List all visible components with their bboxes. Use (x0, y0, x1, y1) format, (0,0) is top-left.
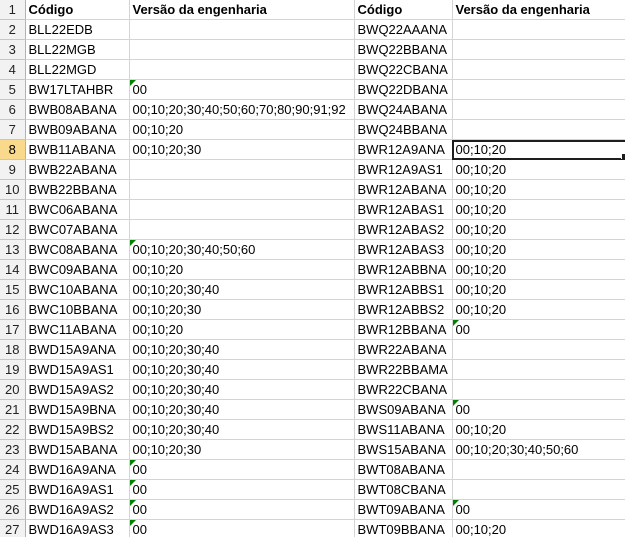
cell-codigo-c[interactable] (354, 420, 452, 440)
cell-versao-d[interactable] (452, 240, 625, 260)
cell-text: BWB22BBANA (28, 182, 117, 197)
row-header[interactable]: 23 (0, 440, 25, 460)
cell-codigo-c[interactable] (354, 400, 452, 420)
error-indicator-icon (453, 500, 459, 506)
cell-text: BWS15ABANA (357, 442, 446, 457)
row-header[interactable]: 16 (0, 300, 25, 320)
cell-text: 00;10;20;30 (132, 142, 202, 157)
row-header[interactable]: 20 (0, 380, 25, 400)
cell-text: BWB09ABANA (28, 122, 117, 137)
cell-text: BWS09ABANA (357, 402, 446, 417)
cell-text: BWT09BBANA (357, 522, 445, 537)
cell-versao-d[interactable] (452, 160, 625, 180)
cell-codigo-a[interactable] (25, 360, 129, 380)
cell-versao-b[interactable] (129, 380, 354, 400)
cell-versao-d[interactable] (452, 360, 625, 380)
cell-text: BWD16A9AS2 (28, 502, 114, 517)
cell-versao-b[interactable] (129, 260, 354, 280)
cell-text: 00;10;20;30;40;50;60;70;80;90;91;92 (132, 102, 346, 117)
cell-text: BWD15A9AS1 (28, 362, 114, 377)
cell-text: BWB22ABANA (28, 162, 117, 177)
header-cell-codigo-c[interactable]: Código (354, 0, 452, 20)
table-row (0, 320, 625, 340)
cell-text: 00;10;20 (455, 142, 507, 157)
cell-codigo-a[interactable] (25, 520, 129, 537)
cell-codigo-c[interactable] (354, 60, 452, 80)
row-header[interactable]: 5 (0, 80, 25, 100)
cell-text: BWC09ABANA (28, 262, 118, 277)
cell-codigo-c[interactable] (354, 320, 452, 340)
cell-codigo-a[interactable] (25, 380, 129, 400)
cell-text: 00 (132, 502, 147, 517)
cell-versao-d[interactable] (452, 80, 625, 100)
cell-versao-b[interactable] (129, 300, 354, 320)
cell-text: BWC06ABANA (28, 202, 118, 217)
cell-codigo-a[interactable] (25, 120, 129, 140)
cell-text: 00;10;20 (455, 422, 507, 437)
error-indicator-icon (130, 520, 136, 526)
cell-text: 00 (455, 322, 470, 337)
cell-versao-b[interactable] (129, 280, 354, 300)
table-row (0, 340, 625, 360)
cell-versao-b[interactable] (129, 220, 354, 240)
cell-codigo-a[interactable] (25, 500, 129, 520)
cell-text: BWQ22BBANA (357, 42, 448, 57)
cell-codigo-a[interactable] (25, 40, 129, 60)
cell-versao-d[interactable] (452, 120, 625, 140)
cell-versao-d[interactable] (452, 280, 625, 300)
cell-text: 00;10;20;30;40 (132, 382, 220, 397)
cell-codigo-a[interactable] (25, 460, 129, 480)
cell-versao-d[interactable] (452, 400, 625, 420)
table-row (0, 60, 625, 80)
cell-text: BWR22CBANA (357, 382, 448, 397)
cell-text: BWQ22DBANA (357, 82, 448, 97)
cell-text: 00;10;20 (455, 202, 507, 217)
cell-text: BWR12A9ANA (357, 142, 445, 157)
cell-codigo-c[interactable] (354, 160, 452, 180)
cell-versao-b[interactable] (129, 240, 354, 260)
cell-codigo-c[interactable] (354, 500, 452, 520)
cell-versao-d[interactable] (452, 40, 625, 60)
cell-text: BWD15A9ANA (28, 342, 116, 357)
cell-versao-d[interactable] (452, 320, 625, 340)
table-row (0, 220, 625, 240)
cell-text: 00;10;20 (455, 522, 507, 537)
row-header[interactable]: 7 (0, 120, 25, 140)
cell-versao-b[interactable] (129, 60, 354, 80)
cell-text: BWR12ABBS2 (357, 302, 445, 317)
error-indicator-icon (130, 80, 136, 86)
cell-versao-b[interactable] (129, 400, 354, 420)
cell-text: 00;10;20 (455, 242, 507, 257)
cell-codigo-c[interactable] (354, 280, 452, 300)
header-cell-codigo-a[interactable]: Código (25, 0, 129, 20)
row-header[interactable]: 19 (0, 360, 25, 380)
cell-text: 00;10;20 (455, 302, 507, 317)
cell-codigo-a[interactable] (25, 440, 129, 460)
cell-text: 00 (132, 482, 147, 497)
cell-text: 00;10;20;30;40;50;60 (132, 242, 256, 257)
cell-text: BWR12ABAS1 (357, 202, 445, 217)
table-row (0, 380, 625, 400)
row-header[interactable]: 15 (0, 280, 25, 300)
cell-versao-d[interactable] (452, 380, 625, 400)
cell-versao-d[interactable] (452, 300, 625, 320)
cell-codigo-c[interactable] (354, 340, 452, 360)
cell-text: BWQ22CBANA (357, 62, 448, 77)
error-indicator-icon (130, 240, 136, 246)
cell-versao-d[interactable] (452, 460, 625, 480)
cell-text: BWD16A9AS3 (28, 522, 114, 537)
table-row (0, 260, 625, 280)
cell-versao-d[interactable] (452, 200, 625, 220)
table-row (0, 40, 625, 60)
cell-text: BWB11ABANA (28, 142, 116, 157)
cell-versao-d[interactable] (452, 20, 625, 40)
cell-text: BWQ22AAANA (357, 22, 448, 37)
cell-text: BWR12BBANA (357, 322, 447, 337)
cell-text: BWT09ABANA (357, 502, 445, 517)
cell-text: BWD15A9AS2 (28, 382, 114, 397)
cell-text: BLL22MGD (28, 62, 97, 77)
cell-codigo-c[interactable] (354, 200, 452, 220)
cell-codigo-c[interactable] (354, 140, 452, 160)
cell-versao-b[interactable] (129, 160, 354, 180)
cell-text: 00 (132, 462, 147, 477)
cell-versao-d[interactable] (452, 180, 625, 200)
row-header[interactable]: 14 (0, 260, 25, 280)
table-row (0, 460, 625, 480)
cell-versao-d[interactable] (452, 440, 625, 460)
cell-versao-d[interactable] (452, 500, 625, 520)
cell-codigo-c[interactable] (354, 300, 452, 320)
header-cell-versao-b[interactable]: Versão da engenharia (129, 0, 354, 20)
row-header[interactable]: 25 (0, 480, 25, 500)
table-row (0, 120, 625, 140)
row-header[interactable]: 3 (0, 40, 25, 60)
cell-codigo-c[interactable] (354, 480, 452, 500)
cell-codigo-c[interactable] (354, 260, 452, 280)
cell-text: 00;10;20;30;40 (132, 342, 220, 357)
cell-text: BWR12ABAS2 (357, 222, 445, 237)
table-row (0, 140, 625, 160)
table-row (0, 280, 625, 300)
cell-versao-b[interactable] (129, 40, 354, 60)
cell-text: BWT08CBANA (357, 482, 446, 497)
cell-text: BWD15A9BNA (28, 402, 116, 417)
cell-text: BLL22MGB (28, 42, 96, 57)
table-row (0, 200, 625, 220)
cell-text: 00;10;20;30 (132, 302, 202, 317)
cell-text: BWR12ABANA (357, 182, 447, 197)
cell-codigo-a[interactable] (25, 280, 129, 300)
cell-text: 00 (455, 402, 470, 417)
cell-versao-b[interactable] (129, 440, 354, 460)
cell-versao-b[interactable] (129, 340, 354, 360)
cell-text: 00 (132, 522, 147, 537)
cell-versao-d[interactable] (452, 520, 625, 537)
row-header[interactable]: 21 (0, 400, 25, 420)
row-header[interactable]: 11 (0, 200, 25, 220)
cell-versao-d[interactable] (452, 480, 625, 500)
cell-codigo-c[interactable] (354, 220, 452, 240)
table-row (0, 100, 625, 120)
row-header[interactable]: 26 (0, 500, 25, 520)
cell-text: 00;10;20 (455, 162, 507, 177)
table-row (0, 480, 625, 500)
error-indicator-icon (130, 480, 136, 486)
cell-text: 00 (455, 502, 470, 517)
cell-codigo-a[interactable] (25, 300, 129, 320)
cell-text: BWR12ABBNA (357, 262, 447, 277)
cell-versao-d[interactable] (452, 340, 625, 360)
cell-versao-b[interactable] (129, 460, 354, 480)
cell-codigo-a[interactable] (25, 220, 129, 240)
cell-codigo-a[interactable] (25, 140, 129, 160)
header-cell-versao-d[interactable]: Versão da engenharia (452, 0, 625, 20)
cell-versao-b[interactable] (129, 120, 354, 140)
cell-text: BWC07ABANA (28, 222, 118, 237)
cell-text: 00;10;20 (132, 122, 184, 137)
error-indicator-icon (453, 320, 459, 326)
cell-codigo-a[interactable] (25, 400, 129, 420)
cell-text: 00;10;20 (132, 322, 184, 337)
table-row (0, 160, 625, 180)
cell-codigo-c[interactable] (354, 240, 452, 260)
error-indicator-icon (130, 500, 136, 506)
cell-versao-b[interactable] (129, 520, 354, 537)
cell-codigo-a[interactable] (25, 240, 129, 260)
cell-codigo-c[interactable] (354, 120, 452, 140)
cell-codigo-c[interactable] (354, 80, 452, 100)
cell-codigo-c[interactable] (354, 520, 452, 537)
table-row (0, 180, 625, 200)
table-row (0, 300, 625, 320)
cell-versao-b[interactable] (129, 200, 354, 220)
row-header[interactable]: 2 (0, 20, 25, 40)
cell-text: BWQ24ABANA (357, 102, 448, 117)
table-row (0, 240, 625, 260)
cell-codigo-a[interactable] (25, 200, 129, 220)
cell-text: 00;10;20;30;40 (132, 422, 220, 437)
table-row (0, 360, 625, 380)
cell-text: BWD15A9BS2 (28, 422, 114, 437)
active-cell[interactable] (452, 140, 625, 160)
cell-versao-b[interactable] (129, 360, 354, 380)
cell-text: BWD15ABANA (28, 442, 118, 457)
cell-text: BW17LTAHBR (28, 82, 114, 97)
cell-text: 00;10;20 (455, 182, 507, 197)
cell-text: 00;10;20;30;40;50;60 (455, 442, 579, 457)
cell-codigo-a[interactable] (25, 340, 129, 360)
cell-text: BWR12ABAS3 (357, 242, 445, 257)
cell-codigo-a[interactable] (25, 260, 129, 280)
cell-codigo-c[interactable] (354, 460, 452, 480)
cell-codigo-a[interactable] (25, 420, 129, 440)
cell-versao-b[interactable] (129, 100, 354, 120)
row-header[interactable]: 6 (0, 100, 25, 120)
cell-text: 00;10;20 (132, 262, 184, 277)
cell-text: BWR22BBAMA (357, 362, 448, 377)
cell-codigo-a[interactable] (25, 320, 129, 340)
cell-versao-b[interactable] (129, 420, 354, 440)
cell-text: BWD16A9ANA (28, 462, 116, 477)
cell-versao-b[interactable] (129, 20, 354, 40)
cell-text: BLL22EDB (28, 22, 93, 37)
cell-codigo-c[interactable] (354, 440, 452, 460)
cell-codigo-a[interactable] (25, 100, 129, 120)
cell-versao-d[interactable] (452, 60, 625, 80)
cell-text: 00;10;20 (455, 282, 507, 297)
table-row (0, 420, 625, 440)
table-row (0, 20, 625, 40)
cell-versao-d[interactable] (452, 220, 625, 240)
cell-text: BWR22ABANA (357, 342, 447, 357)
row-header[interactable]: 27 (0, 520, 25, 537)
row-header[interactable]: 8 (0, 140, 25, 160)
cell-codigo-c[interactable] (354, 100, 452, 120)
row-header[interactable]: 24 (0, 460, 25, 480)
cell-text: BWC11ABANA (28, 322, 117, 337)
row-header[interactable]: 10 (0, 180, 25, 200)
cell-text: 00 (132, 82, 147, 97)
cell-versao-b[interactable] (129, 140, 354, 160)
cell-codigo-c[interactable] (354, 380, 452, 400)
cell-codigo-a[interactable] (25, 480, 129, 500)
cell-codigo-c[interactable] (354, 40, 452, 60)
row-header[interactable]: 9 (0, 160, 25, 180)
row-header[interactable]: 22 (0, 420, 25, 440)
cell-text: 00;10;20;30;40 (132, 362, 220, 377)
cell-codigo-c[interactable] (354, 180, 452, 200)
table-row (0, 400, 625, 420)
table-row (0, 520, 625, 537)
cell-codigo-a[interactable] (25, 60, 129, 80)
cell-codigo-c[interactable] (354, 20, 452, 40)
row-header[interactable]: 18 (0, 340, 25, 360)
cell-text: BWQ24BBANA (357, 122, 448, 137)
row-header[interactable]: 4 (0, 60, 25, 80)
error-indicator-icon (130, 460, 136, 466)
cell-text: 00;10;20;30 (132, 442, 202, 457)
cell-text: BWC10ABANA (28, 282, 118, 297)
cell-versao-b[interactable] (129, 80, 354, 100)
cell-text: BWR12A9AS1 (357, 162, 443, 177)
cell-text: BWS11ABANA (357, 422, 445, 437)
table-row (0, 500, 625, 520)
row-header[interactable]: 17 (0, 320, 25, 340)
cell-text: BWB08ABANA (28, 102, 117, 117)
cell-versao-d[interactable] (452, 260, 625, 280)
header-row (0, 0, 625, 20)
cell-versao-b[interactable] (129, 500, 354, 520)
cell-codigo-c[interactable] (354, 360, 452, 380)
table-row (0, 80, 625, 100)
table-row (0, 440, 625, 460)
cell-versao-b[interactable] (129, 180, 354, 200)
cell-codigo-a[interactable] (25, 180, 129, 200)
cell-text: BWD16A9AS1 (28, 482, 114, 497)
cell-text: 00;10;20 (455, 262, 507, 277)
cell-text: BWC08ABANA (28, 242, 118, 257)
row-header[interactable]: 1 (0, 0, 25, 20)
cell-versao-d[interactable] (452, 420, 625, 440)
cell-text: BWT08ABANA (357, 462, 445, 477)
error-indicator-icon (453, 400, 459, 406)
cell-versao-d[interactable] (452, 100, 625, 120)
cell-codigo-a[interactable] (25, 80, 129, 100)
cell-text: BWR12ABBS1 (357, 282, 445, 297)
cell-codigo-a[interactable] (25, 20, 129, 40)
cell-text: 00;10;20;30;40 (132, 282, 220, 297)
cell-text: BWC10BBANA (28, 302, 118, 317)
cell-text: 00;10;20;30;40 (132, 402, 220, 417)
cell-versao-b[interactable] (129, 320, 354, 340)
cell-text: 00;10;20 (455, 222, 507, 237)
cell-versao-b[interactable] (129, 480, 354, 500)
row-header[interactable]: 12 (0, 220, 25, 240)
row-header[interactable]: 13 (0, 240, 25, 260)
cell-codigo-a[interactable] (25, 160, 129, 180)
